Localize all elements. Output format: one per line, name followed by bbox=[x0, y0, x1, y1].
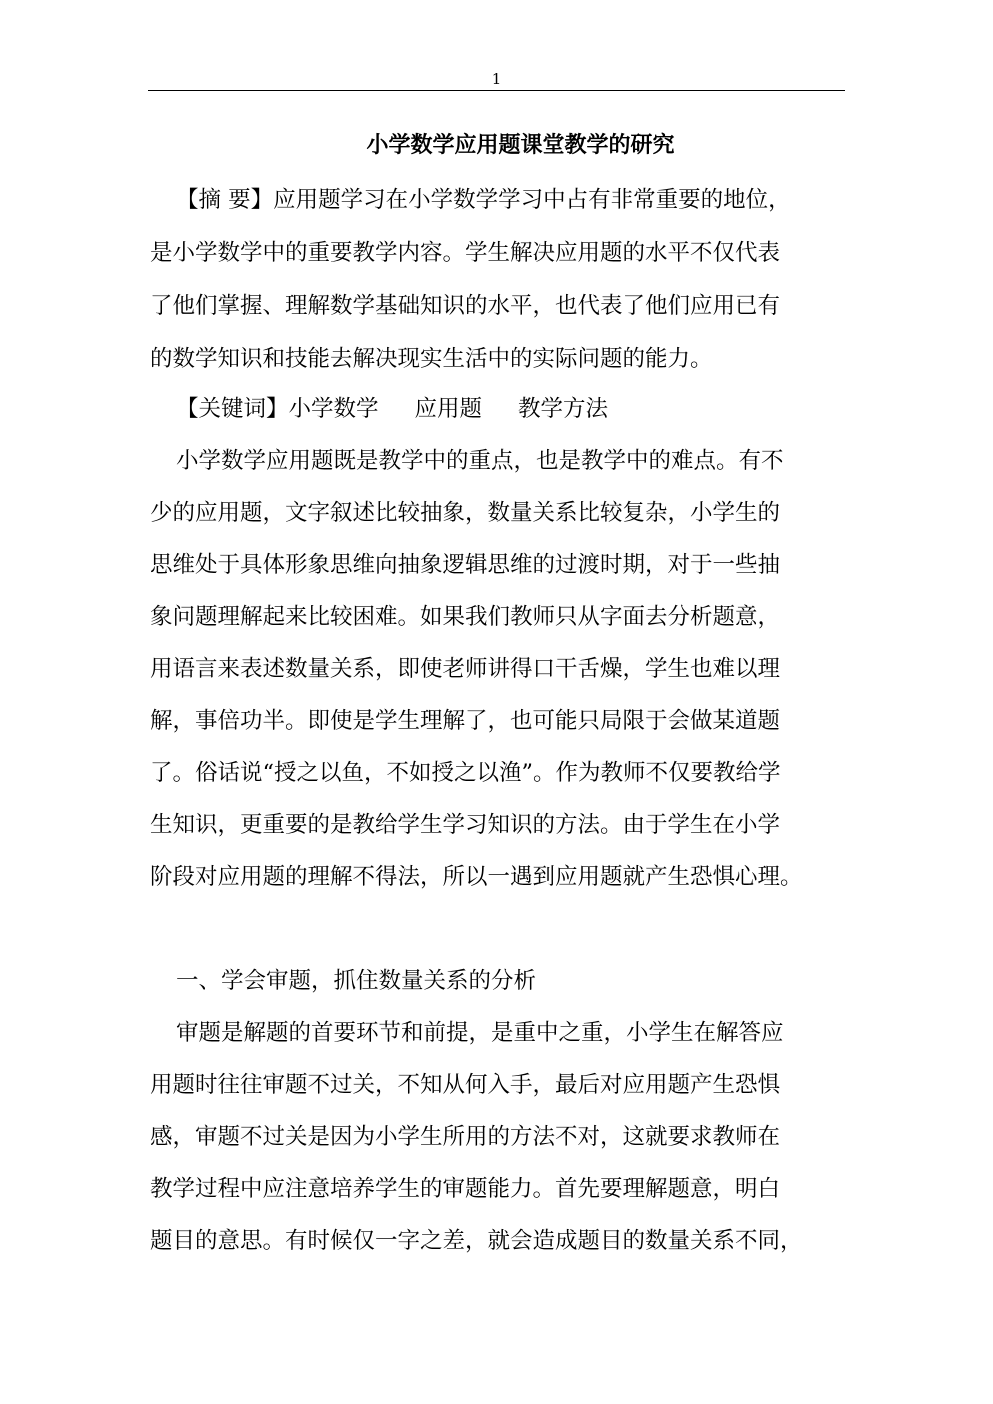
abstract-line: 的数学知识和技能去解决现实生活中的实际问题的能力。 bbox=[150, 346, 713, 372]
intro-line: 少的应用题，文字叙述比较抽象，数量关系比较复杂，小学生的 bbox=[150, 500, 781, 526]
abstract-line: 了他们掌握、理解数学基础知识的水平，也代表了他们应用已有 bbox=[150, 293, 781, 319]
intro-line: 生知识，更重要的是教给学生学习知识的方法。由于学生在小学 bbox=[150, 812, 781, 838]
intro-line: 小学数学应用题既是教学中的重点，也是教学中的难点。有不 bbox=[176, 448, 784, 474]
section-line: 感，审题不过关是因为小学生所用的方法不对，这就要求教师在 bbox=[150, 1124, 781, 1150]
section-heading: 一、学会审题，抓住数量关系的分析 bbox=[176, 968, 537, 994]
section-line: 题目的意思。有时候仅一字之差，就会造成题目的数量关系不同， bbox=[150, 1228, 803, 1254]
keyword-item: 应用题 bbox=[414, 396, 483, 422]
abstract-line: 是小学数学中的重要教学内容。学生解决应用题的水平不仅代表 bbox=[150, 240, 781, 266]
intro-line: 解，事倍功半。即使是学生理解了，也可能只局限于会做某道题 bbox=[150, 708, 781, 734]
header-rule bbox=[148, 90, 845, 91]
section-line: 教学过程中应注意培养学生的审题能力。首先要理解题意，明白 bbox=[150, 1176, 781, 1202]
keyword-item: 教学方法 bbox=[518, 396, 609, 422]
keywords-label: 【关键词】 bbox=[176, 396, 289, 422]
intro-line: 了。俗话说“授之以鱼，不如授之以渔”。作为教师不仅要教给学 bbox=[150, 760, 781, 786]
keywords-line bbox=[176, 394, 608, 424]
intro-line: 用语言来表述数量关系，即使老师讲得口干舌燥，学生也难以理 bbox=[150, 656, 781, 682]
section-line: 审题是解题的首要环节和前提，是重中之重，小学生在解答应 bbox=[176, 1020, 784, 1046]
intro-line: 象问题理解起来比较困难。如果我们教师只从字面去分析题意， bbox=[150, 604, 781, 630]
intro-line: 思维处于具体形象思维向抽象逻辑思维的过渡时期，对于一些抽 bbox=[150, 552, 781, 578]
abstract-line: 【摘 要】应用题学习在小学数学学习中占有非常重要的地位， bbox=[176, 187, 791, 213]
page-number: 1 bbox=[491, 70, 502, 88]
document-title: 小学数学应用题课堂教学的研究 bbox=[366, 132, 675, 158]
keyword-item: 小学数学 bbox=[288, 396, 379, 422]
section-line: 用题时往往审题不过关，不知从何入手，最后对应用题产生恐惧 bbox=[150, 1072, 781, 1098]
intro-line: 阶段对应用题的理解不得法，所以一遇到应用题就产生恐惧心理。 bbox=[150, 864, 803, 890]
